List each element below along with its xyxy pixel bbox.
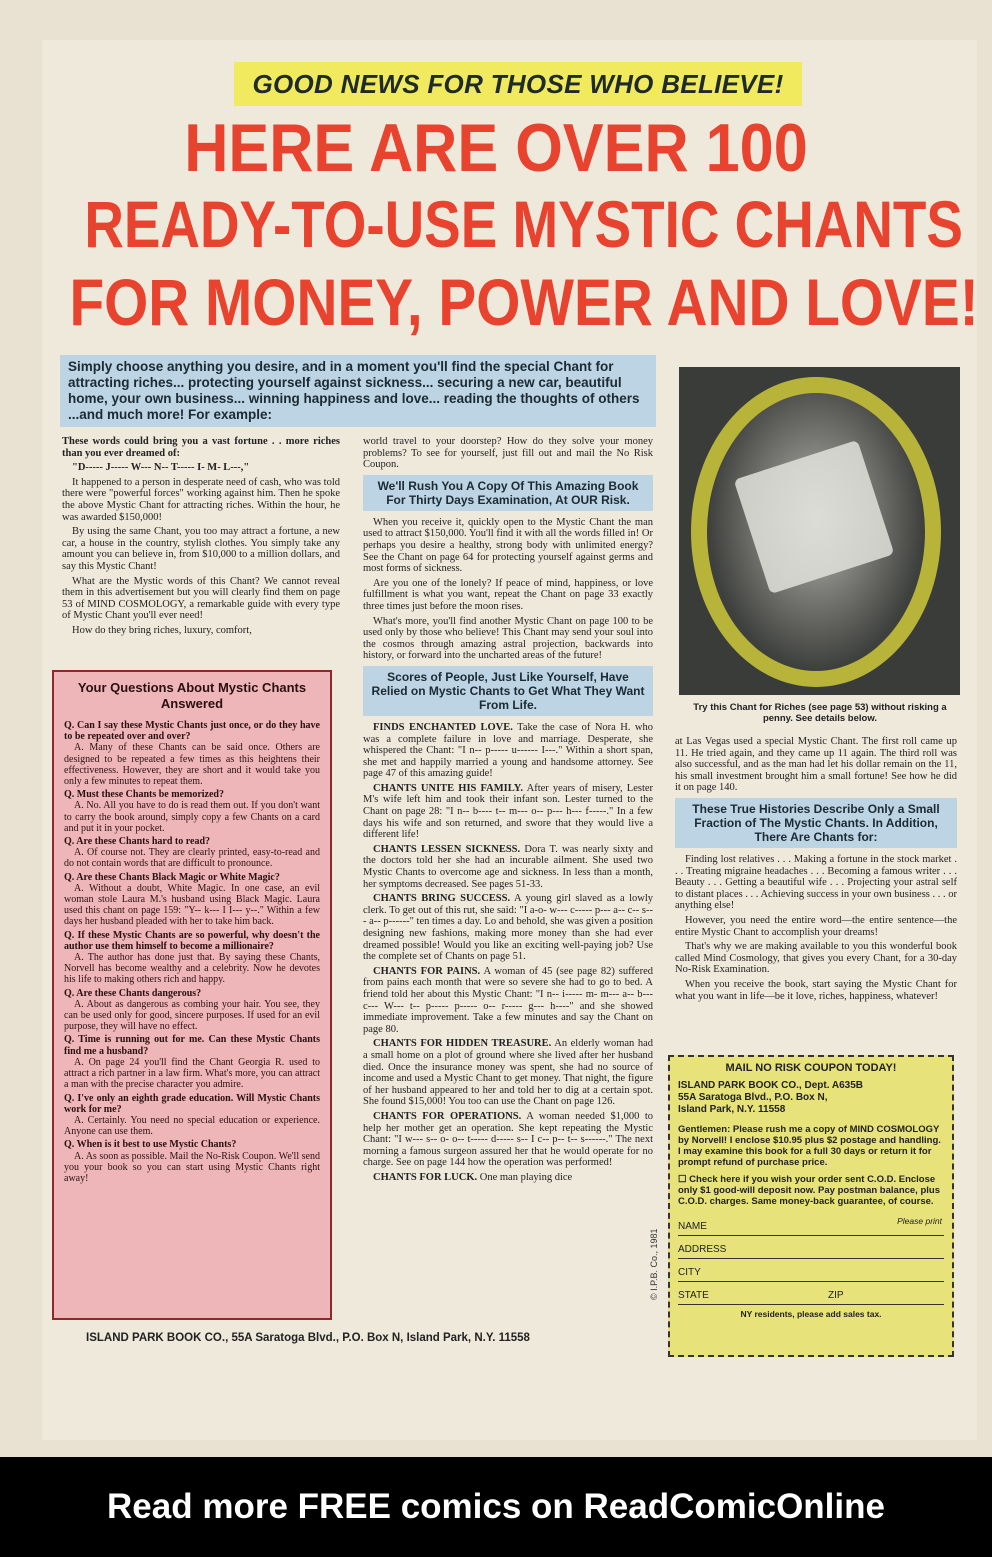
true-histories-box: These True Histories Describe Only a Small Fraction of The Mystic Chants. In Addition, There Are Chants for: xyxy=(675,798,957,848)
col3-para: When you receive the book, start saying the Mystic Chant for what you want in life—be it love, riches, happiness, whatever! xyxy=(675,978,957,1002)
story-text: Dora T. was nearly sixty and the doctors told her she had an incurable ailment. She used two Mystic Chants to overcome age and sickness. In less than a month, her symptoms decreased. See pages 51-33. xyxy=(363,843,653,890)
story-text: After years of misery, Lester M's wife left him and took their infant son. Lester turned to the Chant on page 28: "I n-- b---- t-- m--- o-- p--- h--- f-----." In a few days his wife and son returned, and swore that they would live a different life! xyxy=(363,782,654,841)
zip-label: ZIP xyxy=(828,1290,844,1301)
story-heading: CHANTS FOR OPERATIONS. xyxy=(373,1110,522,1122)
col1-para: "D----- J----- W--- N-- T----- I- M- L---," xyxy=(72,462,250,474)
story-heading: CHANTS FOR LUCK. xyxy=(373,1171,478,1183)
col1-para: These words could bring you a vast fortune . . more riches than you ever dreamed of: xyxy=(62,436,340,459)
questions-title: Your Questions About Mystic Chants Answered xyxy=(77,680,307,711)
question: Q. Time is running out for me. Can these Mystic Chants find me a husband? xyxy=(64,1034,320,1057)
coupon-cod-checkbox[interactable]: ☐ Check here if you wish your order sent C.O.D. Enclose only $1 good-will deposit now. Pay postman balance, plus C.O.D. charges. Same money-back guarantee, of course. xyxy=(678,1174,940,1207)
story-text: A young girl slaved as a lowly clerk. To get out of this rut, she said: "I a-o- w--- c----- p--- a-- c-- s--- a-- p------" ten times a day. Lo and behold, she was given a position designing new fashions, making more money than she had ever dreamed possible! Would you like an exciting well-paying job? Use the complete set of Chants on page 51. xyxy=(363,893,654,963)
story xyxy=(363,844,653,890)
mystic-photo xyxy=(679,367,960,695)
stories-list xyxy=(363,722,653,1184)
question: Q. When is it best to use Mystic Chants? xyxy=(64,1139,237,1151)
col3-para: However, you need the entire word—the entire sentence—the entire Mystic Chant to accomplish your dreams! xyxy=(675,914,957,938)
name-field[interactable] xyxy=(678,1213,944,1236)
state-zip-field[interactable] xyxy=(678,1282,944,1305)
headline-line-3: FOR MONEY, POWER AND LOVE! xyxy=(69,265,979,339)
answer: A. Without a doubt, White Magic. In one case, an evil woman stole Laura M.'s husband using Black Magic. Laura used this chant on page 159: "Y-- k--- I I--- y--." Within a few days her husband pleaded with her to take him back. xyxy=(64,882,320,928)
name-label: NAME xyxy=(678,1221,707,1232)
column-3 xyxy=(675,736,957,1005)
question: Q. Are these Chants Black Magic or White Magic? xyxy=(64,871,280,883)
story xyxy=(363,1172,653,1184)
col3-para: Finding lost relatives . . . Making a fortune in the stock market . . . Treating migraine headaches . . . Becoming a famous writer . . . Beauty . . . Getting a beautiful wife . . . Projecting your astral self to distant places . . . Achieving success in your own business . . . or anything else! xyxy=(675,853,958,912)
story-text: A woman needed $1,000 to help her mother get an operation. She kept repeating the Mystic Chant: "I w--- s-- o- o-- t----- d----- s-- I c-- p-- t-- s------." The next morning a famous surgeon assured her that he would operate for no charge. See on page 144 how the operation was performed! xyxy=(363,1110,654,1169)
question: Q. I've only an eighth grade education. Will Mystic Chants work for me? xyxy=(64,1092,320,1115)
col1-para: How do they bring riches, luxury, comfort, xyxy=(72,624,252,636)
coupon-address-line: 55A Saratoga Blvd., P.O. Box N, xyxy=(678,1092,828,1103)
col2-lead: world travel to your doorstep? How do they solve your money problems? To see for yourself, just fill out and mail the No Risk Coupon. xyxy=(363,436,653,471)
city-field[interactable] xyxy=(678,1259,944,1282)
col1-para: What are the Mystic words of this Chant? We cannot reveal them in this advertisement but you will clearly find them on page 53 of MIND COSMOLOGY, a remarkable guide with every type of Mystic Chant you'll ever need! xyxy=(62,575,340,622)
copyright-note: © I.P.B. Co., 1981 xyxy=(649,1228,659,1300)
ny-tax-note: NY residents, please add sales tax. xyxy=(740,1309,882,1319)
address-field[interactable] xyxy=(678,1236,944,1259)
headline-line-1: HERE ARE OVER 100 xyxy=(184,110,808,186)
state-label: STATE xyxy=(678,1290,709,1301)
please-print-note: Please print xyxy=(897,1216,942,1226)
col2-para: Are you one of the lonely? If peace of mind, happiness, or love fulfillment is what you want, repeat the Chant on page 33 exactly three times just before the moon rises. xyxy=(363,577,653,612)
story-heading: CHANTS LESSEN SICKNESS. xyxy=(373,843,521,855)
answer: A. Many of these Chants can be said once. Others are designed to be repeated a few times as this heightens their effectiveness. However, they are short and it would take you only a few minutes to repeat them. xyxy=(64,742,320,788)
story-heading: CHANTS UNITE HIS FAMILY. xyxy=(373,782,524,794)
photo-caption: Try this Chant for Riches (see page 53) without risking a penny. See details below. xyxy=(693,702,947,724)
address-label: ADDRESS xyxy=(678,1244,727,1255)
col1-para: By using the same Chant, you too may attract a fortune, a new car, a house in the country, stylish clothes. You simply take any amount you can believe in, from $10,000 to a million dollars, and say this Mystic Chant! xyxy=(62,526,340,572)
intro-text: Simply choose anything you desire, and in a moment you'll find the special Chant for attracting riches... protecting yourself against sickness... securing a new car, beautiful home, your own business... winning happiness and love... reading the thoughts of others ...and much more! For example: xyxy=(60,355,656,427)
story-text: One man playing dice xyxy=(479,1171,573,1183)
city-label: CITY xyxy=(678,1267,701,1278)
question: Q. If these Mystic Chants are so powerful, why doesn't the author use them himself to become a millionaire? xyxy=(64,929,320,952)
coupon-address-line: ISLAND PARK BOOK CO., Dept. A635B xyxy=(678,1080,864,1091)
story-heading: CHANTS FOR HIDDEN TREASURE. xyxy=(373,1038,552,1050)
col3-para: That's why we are making available to you this wonderful book called Mind Cosmology, that gives you every Chant, for a 30-day No-Risk Examination. xyxy=(675,941,957,976)
coupon-address-line: Island Park, N.Y. 11558 xyxy=(678,1104,786,1115)
kicker-banner: GOOD NEWS FOR THOSE WHO BELIEVE! xyxy=(234,62,802,106)
story xyxy=(363,1111,653,1169)
story-heading: CHANTS BRING SUCCESS. xyxy=(373,893,511,905)
story xyxy=(363,722,653,780)
rush-copy-box: We'll Rush You A Copy Of This Amazing Book For Thirty Days Examination, At OUR Risk. xyxy=(363,475,653,511)
question: Q. Are these Chants dangerous? xyxy=(64,987,202,999)
headline-line-2: READY-TO-USE MYSTIC CHANTS xyxy=(84,187,963,261)
order-coupon[interactable] xyxy=(668,1055,954,1357)
story-heading: FINDS ENCHANTED LOVE. xyxy=(373,721,513,733)
coupon-body: Gentlemen: Please rush me a copy of MIND COSMOLOGY by Norvell! I enclose $10.95 plus $2 postage and handling. I may examine this book for a full 30 days or return it for prompt refund of purchase price. xyxy=(678,1124,941,1168)
story-heading: CHANTS FOR PAINS. xyxy=(373,965,481,977)
answer: A. Certainly. You need no special education or experience. Anyone can use them. xyxy=(64,1114,320,1138)
question: Q. Are these Chants hard to read? xyxy=(64,836,211,848)
coupon-title: MAIL NO RISK COUPON TODAY! xyxy=(725,1062,897,1074)
col2-para: What's more, you'll find another Mystic Chant on page 100 to be used only by those who believe! This Chant may send your soul into the cosmos through amazing astral projection, backwards into history, or forward into the uncharted areas of the future! xyxy=(363,615,653,662)
story xyxy=(363,1038,653,1108)
answer: A. Of course not. They are clearly printed, easy-to-read and do not contain words that are difficult to pronounce. xyxy=(64,847,320,870)
col1-para: It happened to a person in desperate need of cash, who was told there were "powerful forces" working against him. Then he spoke the above Mystic Chant for attracting riches. Within the hour, he was awarded $150,000! xyxy=(62,476,340,523)
answer: A. No. All you have to do is read them out. If you don't want to carry the book around, simply copy a few Chants on a card and put it in your pocket. xyxy=(64,800,320,834)
column-1 xyxy=(62,436,340,640)
answer: A. As soon as possible. Mail the No-Risk Coupon. We'll send you your book so you can start using Mystic Chants right away! xyxy=(64,1150,320,1184)
question: Q. Must these Chants be memorized? xyxy=(64,789,224,801)
coupon-address xyxy=(678,1080,944,1116)
answer: A. The author has done just that. By saying these Chants, Norvell has become wealthy and a celebrity. Now he devotes his life to making others rich and happy. xyxy=(64,952,320,986)
column-2 xyxy=(363,436,653,1186)
story-text: An elderly woman had a small home on a plot of ground where she lived after her husband died. Once the insurance money was spent, she had no source of income and used a Mystic Chant to get money. That night, the figure of her husband appeared to her and told her to dig at a certain spot. She found $15,000! You too can use the Chant on page 126. xyxy=(363,1038,654,1108)
scores-of-people-box: Scores of People, Just Like Yourself, Have Relied on Mystic Chants to Get What They Want From Life. xyxy=(363,666,653,716)
questions-box xyxy=(52,670,332,1320)
read-more-banner[interactable]: Read more FREE comics on ReadComicOnline xyxy=(0,1457,992,1557)
story-text: Take the case of Nora H. who was a complete failure in love and marriage. Desperate, she whispered the Chant: "I n-- p----- u------ I---." Within a short span, she met and happily married a young and handsome attorney. See page 47 of this amazing guide! xyxy=(363,721,653,780)
question: Q. Can I say these Mystic Chants just once, or do they have to be repeated over and over? xyxy=(64,720,320,743)
publisher-footer: ISLAND PARK BOOK CO., 55A Saratoga Blvd., P.O. Box N, Island Park, N.Y. 11558 xyxy=(86,1332,530,1344)
story xyxy=(363,783,653,841)
answer: A. About as dangerous as combing your hair. You see, they can be used only for good, sincere purposes. If used for an evil purpose, they will have no effect. xyxy=(64,998,320,1033)
questions-list xyxy=(64,720,320,1184)
story xyxy=(363,893,653,963)
story xyxy=(363,966,653,1036)
answer: A. On page 24 you'll find the Chant Georgia R. used to attract a rich partner in a law firm. What's more, you can attract a man with the precise character you admire. xyxy=(64,1056,320,1091)
col2-para: When you receive it, quickly open to the Mystic Chant the man used to attract $150,000. You'll find it with all the words filled in! Or perhaps you desire a healthy, strong body with unlimited energy? See the Chant on page 64 for protecting yourself against germs and most forms of sickness. xyxy=(363,516,653,575)
story-text: A woman of 45 (see page 82) suffered from pains each month that were so severe she had to go to bed. A friend told her about this Mystic Chant: "I n-- i----- m- m--- a-- b--- c--- W--- t-- p----- p----- o-- r----- g--- h----" and she showed immediate improvement. Take a few minutes and say the Chant on page 80. xyxy=(363,965,653,1035)
col3-lead: at Las Vegas used a special Mystic Chant. The first roll came up 11. He tried again, and they came up 11 again. The third roll was also successful, and as the man had let his dollar remain on the 11, his small investment brought him a small fortune! See how he did it on page 140. xyxy=(675,736,957,794)
